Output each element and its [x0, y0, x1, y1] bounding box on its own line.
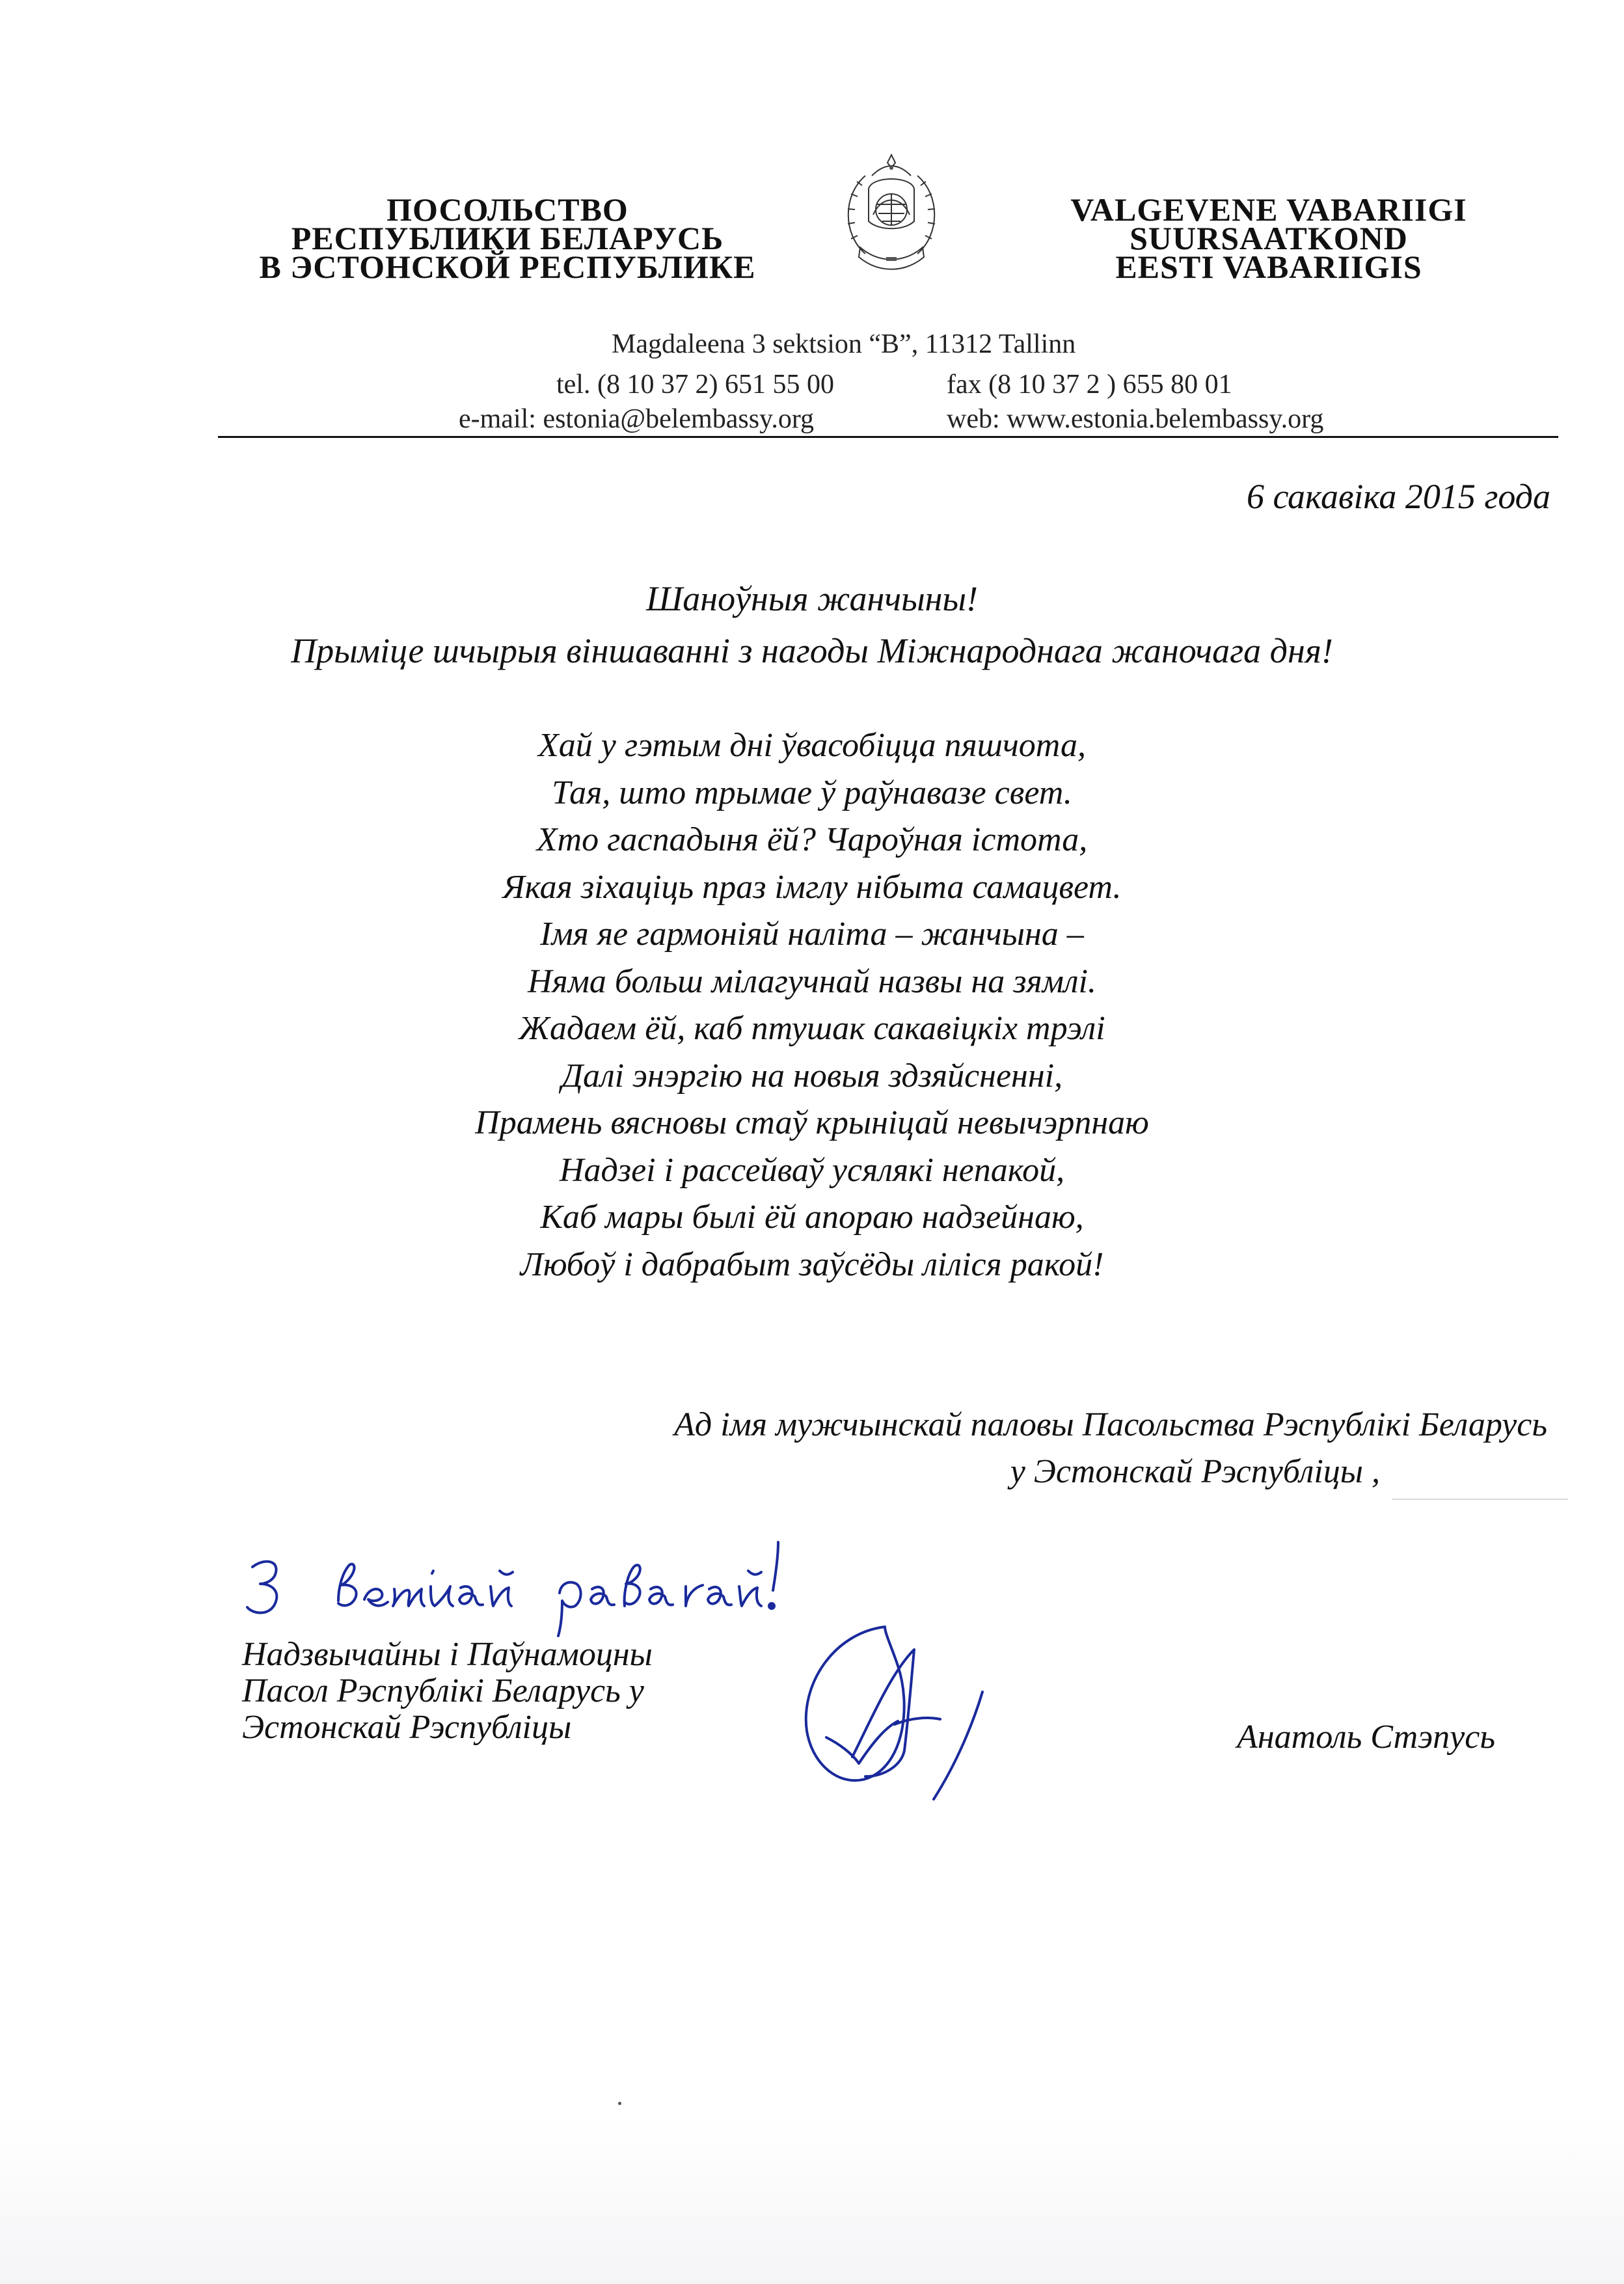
poem-line: Хто гаспадыня ёй? Чароўная істота, — [536, 821, 1088, 858]
poem-line: Тая, што трымае ў раўнавазе свет. — [552, 774, 1072, 811]
handwritten-signature — [787, 1614, 1041, 1822]
ambassador-title-line-2: Пасол Рэспублікі Беларусь у — [242, 1672, 644, 1709]
header-right-line-1: VALGEVENE VABARIIGI — [1070, 191, 1467, 228]
salutation-line-2: Прыміце шчырыя віншаванні з нагоды Міжнароднага жаночага дня! — [291, 631, 1333, 670]
poem-line: Любоў і дабрабыт заўсёды ліліся ракой! — [520, 1245, 1104, 1283]
embassy-address: Magdaleena 3 sektsion “B”, 11312 Tallinn — [612, 329, 1076, 359]
salutation-line-1: Шаноўныя жанчыны! — [645, 579, 979, 618]
poem-line: Хай у гэтым дні ўвасобіцца пяшчота, — [538, 727, 1086, 764]
on-behalf-line-1: Ад імя мужчынскай паловы Пасольства Рэспублікі Беларусь — [674, 1406, 1547, 1443]
ambassador-name: Анатоль Стэпусь — [1237, 1719, 1495, 1756]
poem-line: Жадаем ёй, каб птушак сакавіцкіх трэлі — [519, 1010, 1105, 1047]
belarus-coat-of-arms-icon — [826, 150, 956, 280]
embassy-email[interactable]: e-mail: estonia@belembassy.org — [459, 404, 815, 434]
poem-line: Далі энэргію на новыя здзяйсненні, — [561, 1057, 1063, 1094]
header-left-line-2: РЕСПУБЛИКИ БЕЛАРУСЬ — [291, 220, 724, 256]
embassy-website[interactable]: web: www.estonia.belembassy.org — [947, 404, 1324, 434]
salutation — [0, 573, 1624, 677]
ambassador-title-line-1: Надзвычайны і Паўнамоцны — [242, 1636, 653, 1673]
header-left-line-1: ПОСОЛЬСТВО — [386, 191, 629, 228]
poem-line: Каб мары былі ёй апораю надзейнаю, — [540, 1199, 1084, 1236]
letter-date: 6 сакавіка 2015 года — [1246, 477, 1550, 516]
scan-speck — [618, 2102, 621, 2105]
embassy-name-belarusian-ru — [221, 191, 794, 285]
header-right-line-2: SUURSAATKOND — [1130, 220, 1408, 256]
header-right-line-3: EESTI VABARIIGIS — [1115, 249, 1422, 285]
embassy-telephone: tel. (8 10 37 2) 651 55 00 — [556, 370, 834, 400]
header-divider — [218, 436, 1558, 438]
ambassador-title — [242, 1637, 653, 1746]
poem-line: Няма больш мілагучнай назвы на зямлі. — [527, 962, 1097, 1000]
poem-line: Прамень вясновы стаў крыніцай невычэрпнаю — [475, 1104, 1149, 1141]
embassy-name-estonian — [1015, 191, 1522, 285]
embassy-fax: fax (8 10 37 2 ) 655 80 01 — [947, 370, 1232, 400]
faint-divider — [1392, 1499, 1568, 1500]
poem-line: Надзеі і рассейваў усялякі непакой, — [559, 1151, 1065, 1189]
poem-line: Імя яе гармоніяй наліта – жанчына – — [540, 916, 1084, 953]
poem-line: Якая зіхаціць праз імглу нібыта самацвет. — [502, 868, 1122, 906]
on-behalf-line-2: у Эстонскай Рэспубліцы , — [1010, 1453, 1380, 1490]
ambassador-title-line-3: Эстонскай Рэспубліцы — [242, 1709, 572, 1746]
poem — [0, 722, 1624, 1288]
header-left-line-3: В ЭСТОНСКОЙ РЕСПУБЛИКЕ — [259, 249, 756, 285]
scan-edge-shading — [0, 2115, 1624, 2284]
